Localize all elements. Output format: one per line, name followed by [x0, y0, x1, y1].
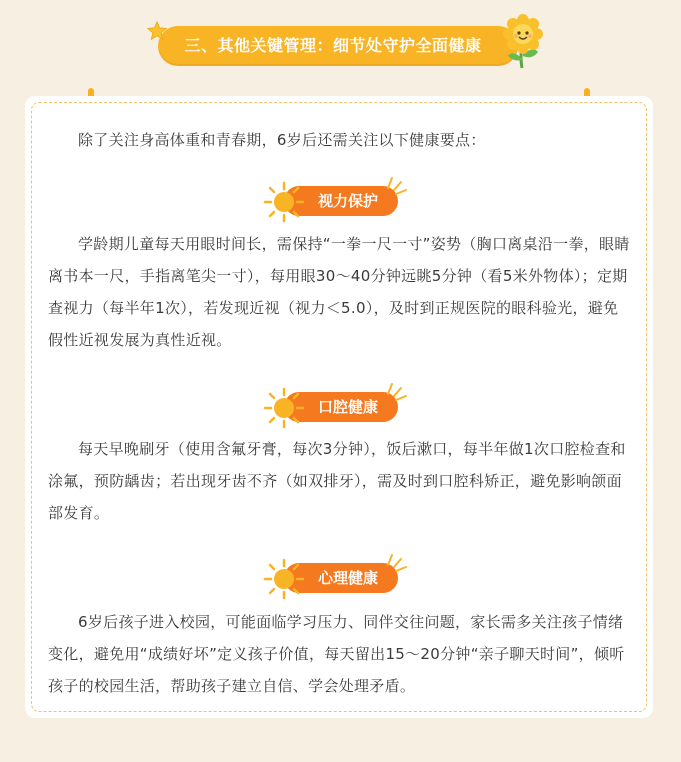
- section-text-oral: 每天早晚刷牙（使用含氟牙膏，每次3分钟），饭后漱口，每半年做1次口腔检查和涂氟，预防龋齿；若出现牙齿不齐（如双排牙），需及时到口腔科矫正，避免影响颌面部发育。: [48, 440, 626, 522]
- section-label: 视力保护: [317, 192, 378, 210]
- section-label: 口腔健康: [317, 398, 378, 416]
- section-label: 心理健康: [317, 569, 378, 587]
- section-text-vision: 学龄期儿童每天用眼时间长，需保持“一拳一尺一寸”姿势（胸口离桌沿一拳，眼睛离书本一尺，手指离笔尖一寸），每用眼30～40分钟远眺5分钟（看5米外物体）；定期查视力（每半年1次），若发现近视（视力＜5.0），及时到正规医院的眼科验光，避免假性近视发展为真性近视。: [48, 235, 630, 349]
- sunflower-icon: [500, 14, 546, 70]
- section-header: [0, 0, 681, 80]
- section-text-mental: 6岁后孩子进入校园，可能面临学习压力、同伴交往问题，家长需多关注孩子情绪变化，避免用“成绩好坏”定义孩子价值，每天留出15～20分钟“亲子聊天时间”，倾听孩子的校园生活，帮助孩子建立自信、学会处理矛盾。: [48, 613, 625, 695]
- section-heading-vision: [262, 180, 412, 224]
- section-heading-mental: [262, 557, 412, 601]
- header-title: 三、其他关键管理：细节处守护全面健康: [184, 36, 482, 55]
- section-heading-oral: [262, 386, 412, 430]
- intro-paragraph: 除了关注身高体重和青春期，6岁后还需关注以下健康要点：: [78, 131, 486, 149]
